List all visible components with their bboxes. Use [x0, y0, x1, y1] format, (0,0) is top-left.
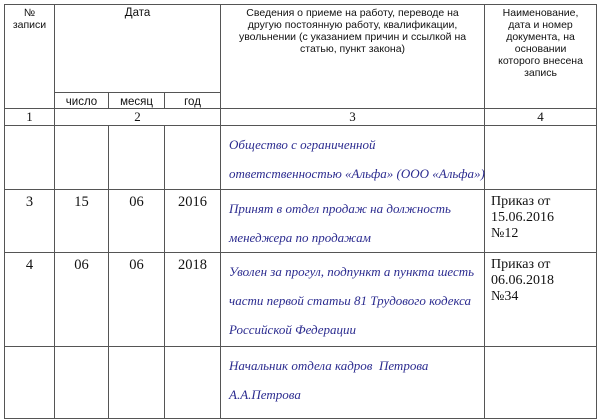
date-header: Дата [55, 5, 221, 93]
info-header-line: статью, пункт закона) [300, 43, 406, 55]
day-subheader: число [55, 93, 109, 109]
record-number-header [5, 5, 55, 109]
order-line: Приказ от [491, 257, 551, 272]
column-number: 3 [221, 109, 485, 126]
month-cell: 06 [109, 190, 165, 253]
document-header [485, 5, 597, 109]
entry-cell [221, 190, 485, 253]
employment-record-table [4, 4, 597, 419]
order-line: 15.06.2016 [491, 210, 555, 225]
handwritten-entry-line: Принят в отдел продаж на должность [229, 201, 451, 216]
year-cell [165, 126, 221, 190]
entry-cell [221, 253, 485, 347]
handwritten-entry-line: Общество с ограниченной [229, 137, 376, 152]
record-number-cell: 4 [5, 253, 55, 347]
month-cell: 06 [109, 253, 165, 347]
handwritten-entry-line: Российской Федерации [229, 322, 357, 337]
handwritten-entry-line: Начальник отдела кадров Петрова [229, 358, 429, 373]
handwritten-entry-line: А.А.Петрова [229, 387, 301, 402]
column-number: 2 [55, 109, 221, 126]
info-header-line: другую постоянную работу, квалификации, [247, 19, 458, 31]
table-row [5, 347, 597, 419]
day-cell [55, 126, 109, 190]
info-header-line: Сведения о приеме на работу, переводе на [246, 7, 459, 19]
document-header-line: документа, на [506, 31, 575, 43]
handwritten-entry-line: Уволен за прогул, подпункт а пункта шесть [229, 264, 475, 279]
record-number-header-line: № [23, 7, 36, 19]
handwritten-entry-line: ответственностью «Альфа» (ООО «Альфа») [229, 166, 485, 181]
document-header-line: которого внесена [498, 55, 583, 67]
column-number: 1 [5, 109, 55, 126]
table-row [5, 126, 597, 190]
info-header-line: увольнении (с указанием причин и ссылкой на [238, 31, 467, 43]
year-cell [165, 347, 221, 419]
record-number-cell [5, 126, 55, 190]
year-cell: 2018 [165, 253, 221, 347]
table-row [5, 190, 597, 253]
order-line: 06.06.2018 [491, 273, 555, 288]
day-cell [55, 347, 109, 419]
year-cell: 2016 [165, 190, 221, 253]
day-cell: 06 [55, 253, 109, 347]
order-line: №34 [491, 289, 519, 304]
month-cell [109, 347, 165, 419]
handwritten-entry-line: части первой статьи 81 Трудового кодекса [229, 293, 472, 308]
year-subheader: год [165, 93, 221, 109]
entry-cell [221, 126, 485, 190]
order-line: №12 [491, 226, 519, 241]
handwritten-entry-line: менеджера по продажам [229, 230, 371, 245]
record-number-header-line: записи [12, 19, 47, 31]
document-header-line: запись [524, 67, 557, 79]
record-number-cell [5, 347, 55, 419]
order-line: Приказ от [491, 194, 551, 209]
document-cell [485, 126, 597, 190]
document-header-line: дата и номер [508, 19, 573, 31]
entry-cell [221, 347, 485, 419]
document-cell [485, 190, 597, 253]
month-cell [109, 126, 165, 190]
document-cell [485, 253, 597, 347]
column-number-row [5, 109, 597, 126]
day-cell: 15 [55, 190, 109, 253]
document-header-line: основании [514, 43, 567, 55]
document-cell [485, 347, 597, 419]
month-subheader: месяц [109, 93, 165, 109]
document-header-line: Наименование, [502, 7, 579, 19]
info-header [221, 5, 485, 109]
table-row [5, 253, 597, 347]
column-number: 4 [485, 109, 597, 126]
header-row [5, 5, 597, 93]
record-number-cell: 3 [5, 190, 55, 253]
